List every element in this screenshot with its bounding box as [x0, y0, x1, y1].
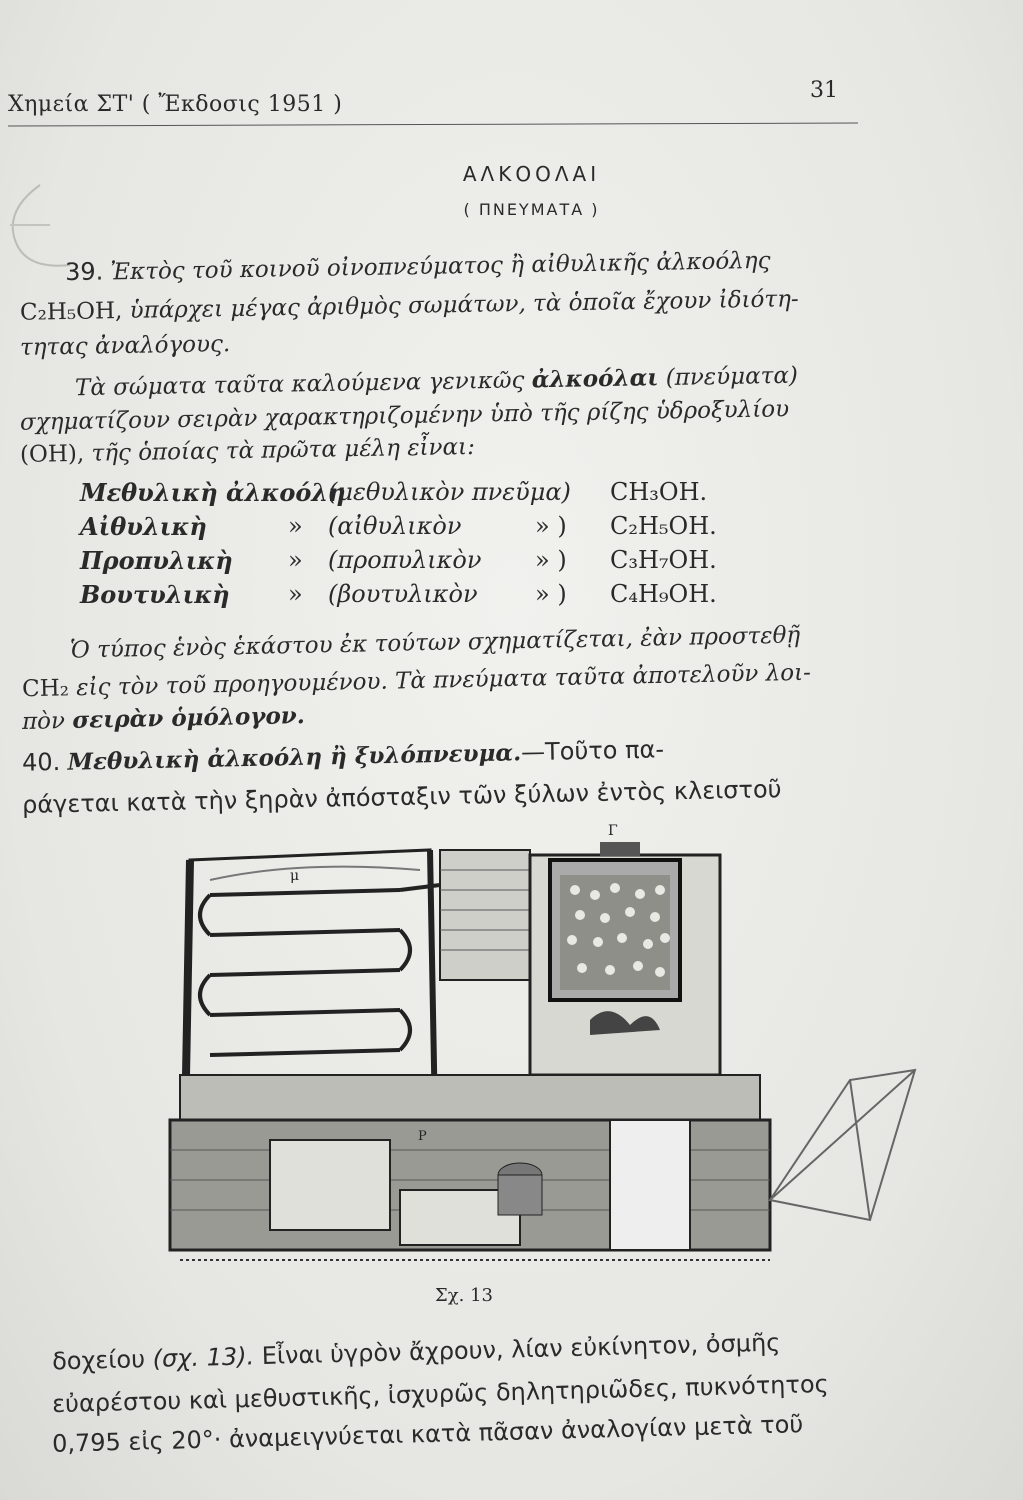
para39-line4-text: Τὰ σώματα ταῦτα καλούμενα γενικῶς — [74, 367, 525, 402]
homolog-line2-text: εἰς τὸν τοῦ προηγουμένου. Τὰ πνεύματα ταῦτα ἀποτελοῦν λοι- — [76, 659, 812, 702]
alcohol-row — [80, 546, 780, 578]
pencil-sketch — [770, 1070, 915, 1220]
homolog-line2 — [22, 660, 811, 703]
figure-reference: (σχ. 13). — [152, 1342, 255, 1373]
after-line2: εὐαρέστου καὶ μεθυστικῆς, ἰσχυρῶς δηλητηριῶδες, πυκνότητος — [51, 1369, 829, 1419]
alcohol-name: Αἰθυλικὴ — [80, 512, 207, 541]
homolog-line1: Ὁ τύπος ἑνὸς ἑκάστου ἐκ τούτων σχηματίζεται, ἐὰν προστεθῇ — [69, 622, 801, 664]
brick-base — [170, 1075, 770, 1250]
alcohol-name: Προπυλικὴ — [80, 546, 233, 575]
alcohol-formula: C₂H₅OH. — [610, 512, 717, 540]
para39-line4-paren: (πνεύματα) — [665, 362, 799, 391]
after-line1-b: Εἶναι ὑγρὸν ἄχρουν, λίαν εὐκίνητον, ὀσμῆς — [261, 1328, 781, 1371]
after-line3: 0,795 εἰς 20°· ἀναμειγνύεται κατὰ πᾶσαν ἀναλογίαν μετὰ τοῦ — [51, 1410, 804, 1458]
ditto-mark: » — [288, 512, 303, 540]
alcohol-formula: CH₃OH. — [610, 478, 708, 506]
alcohol-desc: (μεθυλικὸν πνεῦμα) — [328, 478, 571, 506]
para39-line2 — [20, 286, 799, 326]
para39-line2-text: ὑπάρχει μέγας ἀριθμὸς σωμάτων, τὰ ὁποῖα ἔχουν ἰδιότη- — [129, 286, 799, 324]
header-divider — [8, 123, 858, 127]
alcohol-name: Βουτυλικὴ — [80, 580, 230, 609]
after-line1 — [52, 1328, 781, 1375]
alcohol-row — [80, 512, 780, 544]
formula-ch2: CH₂ — [21, 675, 70, 703]
homolog-line3-text: πὸν — [21, 708, 66, 735]
alcohol-row — [80, 478, 780, 510]
alcohol-desc: (βουτυλικὸν — [328, 580, 478, 608]
section-subtitle: ( ΠΝΕΥΜΑΤΑ ) — [463, 200, 600, 219]
homolog-line3 — [22, 702, 305, 735]
ditto-mark: » — [288, 546, 303, 574]
ditto-mark: » ) — [535, 512, 567, 540]
ditto-mark: » ) — [535, 546, 567, 574]
para39-line3: τητας ἀναλόγους. — [19, 331, 231, 361]
para40-line1 — [22, 735, 664, 776]
para39-formula-ethanol: C₂H₅OH, — [19, 298, 123, 326]
para40-line2: ράγεται κατὰ τὴν ξηρὰν ἀπόσταξιν τῶν ξύλων ἐντὸς κλειστοῦ — [21, 775, 782, 819]
alcohol-row — [80, 580, 780, 612]
after-line1-a: δοχείου — [51, 1345, 146, 1376]
para39-line6-text: τῆς ὁποίας τὰ πρῶτα μέλη εἶναι: — [91, 434, 476, 467]
ditto-mark: » — [288, 580, 303, 608]
para39-line4 — [75, 362, 798, 402]
alcohol-desc: (αἰθυλικὸν — [328, 512, 462, 540]
para39-line6 — [20, 434, 475, 468]
para40-number: 40. — [21, 747, 61, 777]
para39-line1-text: Ἐκτὸς τοῦ κοινοῦ οἰνοπνεύματος ἢ αἰθυλικῆς ἀλκοόλης — [110, 247, 771, 286]
figure-caption: Σχ. 13 — [435, 1285, 493, 1306]
alcohol-formula: C₃H₇OH. — [610, 546, 717, 574]
term-homologous-series: σειρὰν ὁμόλογον. — [72, 702, 306, 734]
condenser-tubes — [200, 885, 440, 1055]
para39-line1 — [65, 246, 771, 286]
para39-line5: σχηματίζουν σειρὰν χαρακτηριζομένην ὑπὸ τῆς ρίζης ὑδροξυλίου — [19, 396, 790, 436]
figure-label-gamma: Γ — [608, 823, 618, 839]
alcohol-desc: (προπυλικὸν — [328, 546, 482, 574]
figure-label-mu: μ — [290, 868, 300, 884]
para39-number: 39. — [64, 257, 104, 287]
para40-line1-rest: —Τοῦτο πα- — [520, 735, 665, 767]
page-number: 31 — [810, 78, 838, 103]
term-alcohols: ἀλκοόλαι — [531, 364, 659, 394]
ditto-mark: » ) — [535, 580, 567, 608]
alcohol-name: Μεθυλικὴ ἀλκοόλη — [80, 478, 346, 507]
section-title: ΑΛΚΟΟΛΑΙ — [462, 162, 601, 186]
distillation-apparatus-figure — [150, 820, 920, 1280]
alcohol-formula: C₄H₉OH. — [610, 580, 717, 608]
running-header: Χημεία ΣΤ' ( Ἔκδοσις 1951 ) — [8, 92, 343, 117]
para40-heading: Μεθυλικὴ ἀλκοόλη ἢ ξυλόπνευμα. — [67, 739, 522, 776]
figure-label-p: P — [418, 1129, 427, 1144]
formula-hydroxyl: (OH), — [19, 440, 85, 468]
